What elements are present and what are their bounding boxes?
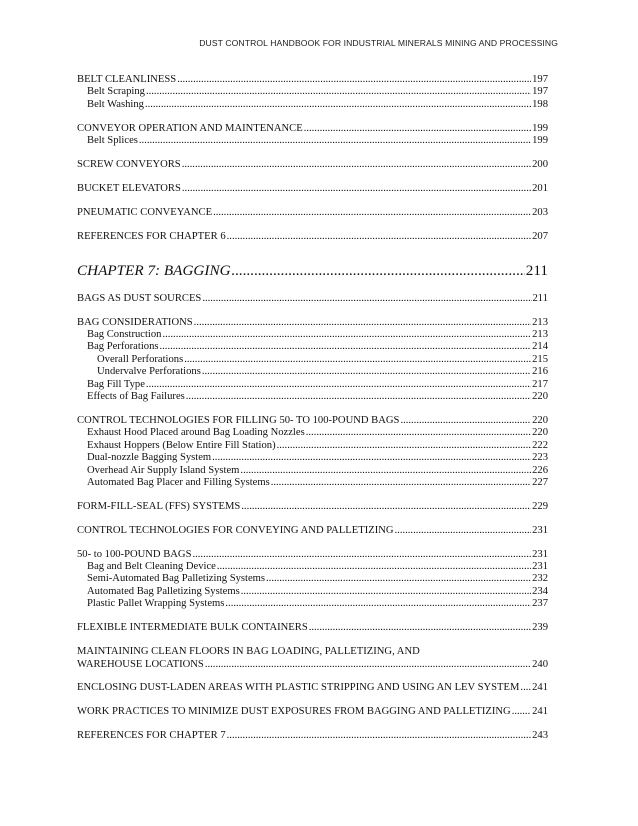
toc-entry-title: Semi-Automated Bag Palletizing Systems — [87, 573, 266, 585]
toc-entry-page: 241 — [532, 682, 548, 694]
dot-leader — [266, 573, 531, 585]
dot-leader — [309, 622, 531, 634]
toc-entry-title: FORM-FILL-SEAL (FFS) SYSTEMS — [77, 500, 241, 512]
toc-chapter-heading[interactable] — [77, 261, 548, 281]
toc-entry-page: 229 — [532, 500, 548, 512]
dot-leader — [146, 86, 531, 98]
dot-leader — [271, 477, 531, 489]
toc-entry-title: ENCLOSING DUST-LADEN AREAS WITH PLASTIC STRIPPING AND USING AN LEV SYSTEM — [77, 682, 520, 694]
toc-entry-title: Belt Scraping — [87, 86, 145, 98]
toc-entry[interactable] — [77, 452, 548, 464]
toc-entry-title: Undervalve Perforations — [97, 366, 201, 378]
dot-leader — [227, 231, 531, 243]
toc-entry-title: Bag Construction — [87, 328, 162, 340]
toc-entry[interactable] — [77, 525, 548, 537]
toc-entry-title: BELT CLEANLINESS — [77, 74, 177, 85]
toc-entry[interactable] — [77, 573, 548, 585]
dot-leader — [192, 549, 531, 561]
running-header: DUST CONTROL HANDBOOK FOR INDUSTRIAL MINERALS MINING AND PROCESSING — [199, 38, 558, 48]
toc-entry-title: Belt Washing — [87, 98, 144, 110]
dot-leader — [184, 354, 531, 366]
toc-entry-page: 197 — [532, 74, 548, 85]
dot-leader — [304, 123, 531, 135]
toc-entry[interactable] — [77, 415, 548, 427]
dot-leader — [225, 598, 531, 610]
toc-entry-page: 213 — [532, 316, 548, 328]
dot-leader — [395, 525, 532, 537]
toc-entry-page: 215 — [532, 353, 548, 365]
toc-entry-title: CONVEYOR OPERATION AND MAINTENANCE — [77, 122, 303, 134]
toc-chapter-title: CHAPTER 7: BAGGING — [77, 262, 231, 280]
dot-leader — [146, 379, 531, 391]
dot-leader — [212, 452, 531, 464]
toc-entry-page: 198 — [532, 98, 548, 110]
toc-entry-page: 214 — [532, 341, 548, 353]
toc-entry-page: 213 — [532, 328, 548, 340]
toc-entry[interactable] — [77, 465, 548, 477]
toc-entry-page: 223 — [532, 452, 548, 464]
toc-entry-page: 207 — [532, 230, 548, 242]
toc-entry-title: BAG CONSIDERATIONS — [77, 316, 193, 328]
toc-entry[interactable] — [77, 354, 548, 366]
toc-entry[interactable] — [77, 231, 548, 243]
toc-entry-page: 201 — [532, 182, 548, 194]
toc-entry[interactable] — [77, 123, 548, 135]
toc-entry[interactable] — [77, 730, 548, 742]
toc-entry-title: Bag Perforations — [87, 341, 159, 353]
toc-entry-page: 231 — [532, 548, 548, 560]
toc-entry-title: Exhaust Hoppers (Below Entire Fill Station) — [87, 439, 276, 451]
dot-leader — [139, 135, 531, 147]
toc-entry-title: PNEUMATIC CONVEYANCE — [77, 206, 213, 218]
dot-leader — [227, 730, 531, 742]
toc-entry-page: 226 — [532, 464, 548, 476]
dot-leader — [241, 501, 531, 513]
dot-leader — [306, 427, 531, 439]
toc-entry[interactable] — [77, 440, 548, 452]
toc-entry-title: Plastic Pallet Wrapping Systems — [87, 598, 225, 610]
toc-entry[interactable] — [77, 341, 548, 353]
table-of-contents — [77, 74, 548, 743]
toc-entry[interactable] — [77, 427, 548, 439]
toc-entry-page: 232 — [532, 573, 548, 585]
toc-entry-page: 240 — [532, 658, 548, 670]
dot-leader — [217, 561, 531, 573]
toc-entry[interactable] — [77, 561, 548, 573]
toc-entry-continuation — [77, 659, 548, 671]
toc-entry[interactable] — [77, 366, 548, 378]
toc-entry[interactable] — [77, 477, 548, 489]
toc-entry-page: 199 — [532, 135, 548, 147]
toc-entry[interactable] — [77, 706, 548, 718]
toc-chapter-page: 211 — [525, 262, 548, 280]
toc-entry-page: 200 — [532, 159, 548, 171]
toc-entry-title: Belt Splices — [87, 135, 138, 147]
toc-entry-page: 220 — [532, 414, 548, 426]
toc-entry[interactable] — [77, 549, 548, 561]
toc-entry-title-continued: WAREHOUSE LOCATIONS — [77, 658, 204, 670]
toc-entry[interactable] — [77, 379, 548, 391]
toc-entry-title: WORK PRACTICES TO MINIMIZE DUST EXPOSURES FROM BAGGING AND PALLETIZING — [77, 706, 511, 718]
toc-entry-page: 220 — [532, 391, 548, 402]
toc-entry[interactable] — [77, 622, 548, 634]
toc-entry-title: Bag and Belt Cleaning Device — [87, 561, 216, 573]
dot-leader — [182, 159, 531, 171]
toc-entry-page: 220 — [532, 427, 548, 439]
toc-entry-page: 199 — [532, 122, 548, 134]
toc-entry-page: 216 — [532, 366, 548, 378]
toc-entry-title: CONTROL TECHNOLOGIES FOR CONVEYING AND PALLETIZING — [77, 524, 394, 536]
toc-entry-page: 217 — [532, 378, 548, 390]
toc-entry-page: 234 — [532, 585, 548, 597]
toc-entry-page: 211 — [532, 292, 548, 304]
toc-entry-title: MAINTAINING CLEAN FLOORS IN BAG LOADING, PALLETIZING, AND — [77, 646, 420, 658]
dot-leader — [162, 329, 531, 341]
dot-leader — [232, 261, 525, 281]
toc-entry[interactable] — [77, 329, 548, 341]
toc-entry-title: Automated Bag Placer and Filling Systems — [87, 476, 270, 488]
dot-leader — [145, 99, 531, 111]
toc-entry-page: 231 — [532, 561, 548, 573]
dot-leader — [277, 440, 532, 452]
dot-leader — [241, 586, 531, 598]
toc-entry-page: 231 — [532, 524, 548, 536]
toc-entry-title: Automated Bag Palletizing Systems — [87, 585, 240, 597]
toc-entry-page: 227 — [532, 476, 548, 488]
toc-entry[interactable] — [77, 86, 548, 98]
toc-entry-page: 243 — [532, 730, 548, 742]
toc-entry-title: SCREW CONVEYORS — [77, 159, 181, 171]
toc-entry-multiline[interactable] — [77, 646, 548, 671]
toc-entry-title: Exhaust Hood Placed around Bag Loading Nozzles — [87, 427, 305, 439]
dot-leader — [194, 317, 531, 329]
toc-entry[interactable] — [77, 682, 548, 694]
toc-entry[interactable] — [77, 598, 548, 610]
toc-entry[interactable] — [77, 586, 548, 598]
toc-entry-title: Bag Fill Type — [87, 378, 145, 390]
dot-leader — [202, 366, 531, 378]
toc-entry[interactable] — [77, 317, 548, 329]
toc-entry-title: 50- to 100-POUND BAGS — [77, 548, 192, 560]
toc-entry-title: BAGS AS DUST SOURCES — [77, 292, 202, 304]
dot-leader — [400, 415, 531, 427]
toc-entry[interactable] — [77, 207, 548, 219]
toc-entry-title: CONTROL TECHNOLOGIES FOR FILLING 50- TO 100-POUND BAGS — [77, 414, 400, 426]
dot-leader — [182, 183, 531, 195]
toc-entry-title: Dual-nozzle Bagging System — [87, 452, 212, 464]
toc-entry-page: 241 — [532, 706, 548, 718]
toc-entry[interactable] — [77, 159, 548, 171]
toc-entry-title: Overall Perforations — [97, 353, 184, 365]
toc-entry-page: 239 — [532, 622, 548, 634]
toc-entry[interactable] — [77, 183, 548, 195]
dot-leader — [205, 659, 531, 671]
toc-entry-title: FLEXIBLE INTERMEDIATE BULK CONTAINERS — [77, 622, 308, 634]
toc-entry-title: BUCKET ELEVATORS — [77, 182, 181, 194]
toc-entry-title: REFERENCES FOR CHAPTER 7 — [77, 730, 226, 742]
dot-leader — [240, 465, 531, 477]
toc-entry-page: 222 — [532, 439, 548, 451]
toc-entry[interactable] — [77, 135, 548, 147]
toc-entry-title: Effects of Bag Failures — [87, 391, 185, 402]
dot-leader — [213, 207, 531, 219]
toc-entry[interactable] — [77, 74, 548, 86]
toc-entry-page: 203 — [532, 206, 548, 218]
toc-entry[interactable] — [77, 293, 548, 305]
toc-entry-title: Overhead Air Supply Island System — [87, 464, 240, 476]
dot-leader — [186, 391, 531, 403]
toc-entry-title: REFERENCES FOR CHAPTER 6 — [77, 230, 226, 242]
toc-entry[interactable] — [77, 391, 548, 403]
toc-entry[interactable] — [77, 501, 548, 513]
dot-leader — [160, 341, 532, 353]
toc-entry-page: 197 — [532, 86, 548, 98]
dot-leader — [520, 682, 531, 694]
dot-leader — [512, 706, 531, 718]
dot-leader — [202, 293, 531, 305]
toc-entry[interactable] — [77, 99, 548, 111]
dot-leader — [177, 74, 531, 86]
toc-entry-page: 237 — [532, 598, 548, 610]
